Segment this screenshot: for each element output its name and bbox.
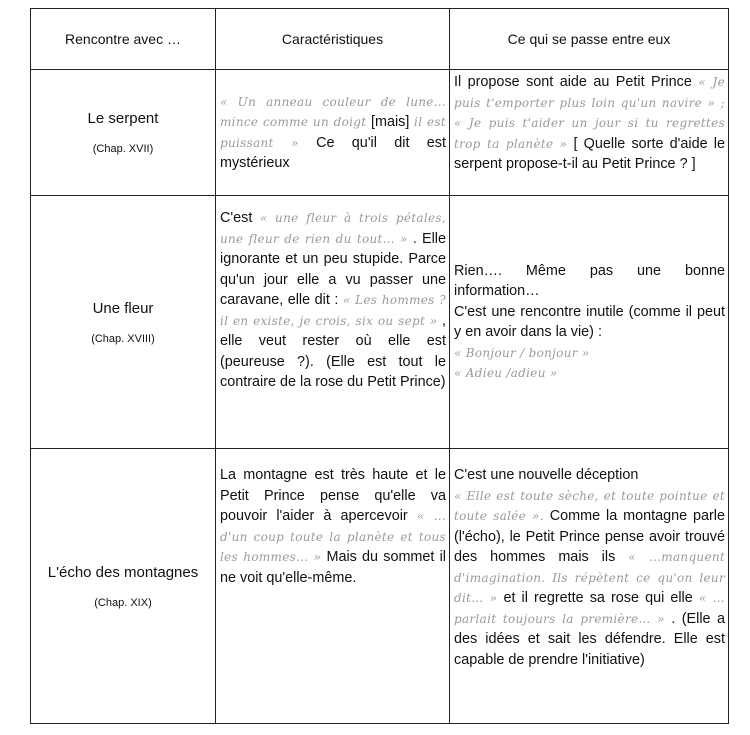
text: [ Quelle sorte d'aide le serpent propose-t-il au Petit Prince ? ] [454, 135, 725, 172]
table-row-echo [31, 449, 729, 724]
cropped-footer [0, 725, 750, 735]
quote: « …parlait toujours la première… » [454, 591, 725, 626]
text: La montagne est très haute et le Petit Prince pense qu'elle va pouvoir l'aider à apercevoir [220, 467, 446, 524]
table-row-fleur [31, 196, 729, 449]
text: C'est une rencontre inutile (comme il peut y en avoir dans la vie) : [454, 303, 725, 340]
header-rencontre: Rencontre avec … [31, 9, 216, 70]
text: C'est [220, 210, 260, 226]
text: Rien…. Même pas une bonne information… [454, 262, 725, 299]
text: et il regrette sa rose qui elle [497, 590, 699, 606]
text: . Elle ignorante et un peu stupide. Parce qu'un jour elle a vu passer une caravane, elle dit : [220, 230, 446, 308]
text: Il propose sont aide au Petit Prince [454, 74, 692, 90]
text: Ce qu'il dit est mystérieux [220, 134, 446, 171]
encounter-chapter: (Chap. XVII) [92, 143, 154, 155]
encounter-cell [31, 449, 216, 724]
text: Comme la montagne parle (l'écho), le Petit Prince pense avoir trouvé des hommes mais ils [454, 508, 726, 565]
header-row [31, 9, 729, 70]
quote: « …manquent d'imagination. Ils répètent ce qu'on leur dit… » [454, 550, 726, 605]
characteristics-cell [216, 449, 450, 724]
text: C'est une nouvelle déception [454, 467, 639, 483]
interaction-cell [450, 449, 729, 724]
text: , elle veut rester où elle est (peureuse ?). (Elle est tout le contraire de la rose du Petit Prince) [220, 312, 446, 390]
encounter-name: Le serpent [87, 110, 159, 127]
quote: « Je puis t'emporter plus loin qu'un navire » ; « Je puis t'aider un jour si tu regrettes trop ta planète » [454, 75, 725, 151]
header-ce-qui-se-passe: Ce qui se passe entre eux [450, 9, 729, 70]
interaction-cell [450, 70, 729, 196]
quote: « Les hommes ? il en existe, je crois, six ou sept » [220, 293, 446, 328]
encounters-table [30, 8, 729, 724]
encounter-cell [31, 196, 216, 449]
text: [mais] [370, 114, 410, 130]
quote: « Bonjour / bonjour » [454, 345, 590, 360]
quote: il est puissant » [220, 115, 446, 150]
quote: « une fleur à trois pétales, une fleur de rien du tout… » [220, 211, 446, 246]
encounter-chapter: (Chap. XVIII) [91, 332, 155, 345]
interaction-cell [450, 196, 729, 449]
encounter-chapter: (Chap. XIX) [94, 596, 152, 609]
text: . (Elle a des idées et sait les défendre. Elle est capable de prendre l'initiative) [454, 610, 725, 668]
encounter-cell [31, 70, 216, 196]
quote: « Adieu /adieu » [454, 366, 558, 380]
text: Mais du sommet il ne voit qu'elle-même. [220, 549, 446, 586]
table-row-serpent [31, 70, 729, 196]
characteristics-cell [216, 70, 450, 196]
characteristics-cell [216, 196, 450, 449]
encounter-name: Une fleur [92, 299, 154, 317]
quote: « Elle est toute sèche, et toute pointue et toute salée ». [454, 488, 725, 523]
encounter-name: L'écho des montagnes [47, 563, 199, 581]
quote: « Un anneau couleur de lune… mince comme un doigt [220, 94, 446, 129]
header-caracteristiques: Caractéristiques [216, 9, 450, 70]
quote: « …d'un coup toute la planète et tous les hommes… » [220, 509, 447, 564]
